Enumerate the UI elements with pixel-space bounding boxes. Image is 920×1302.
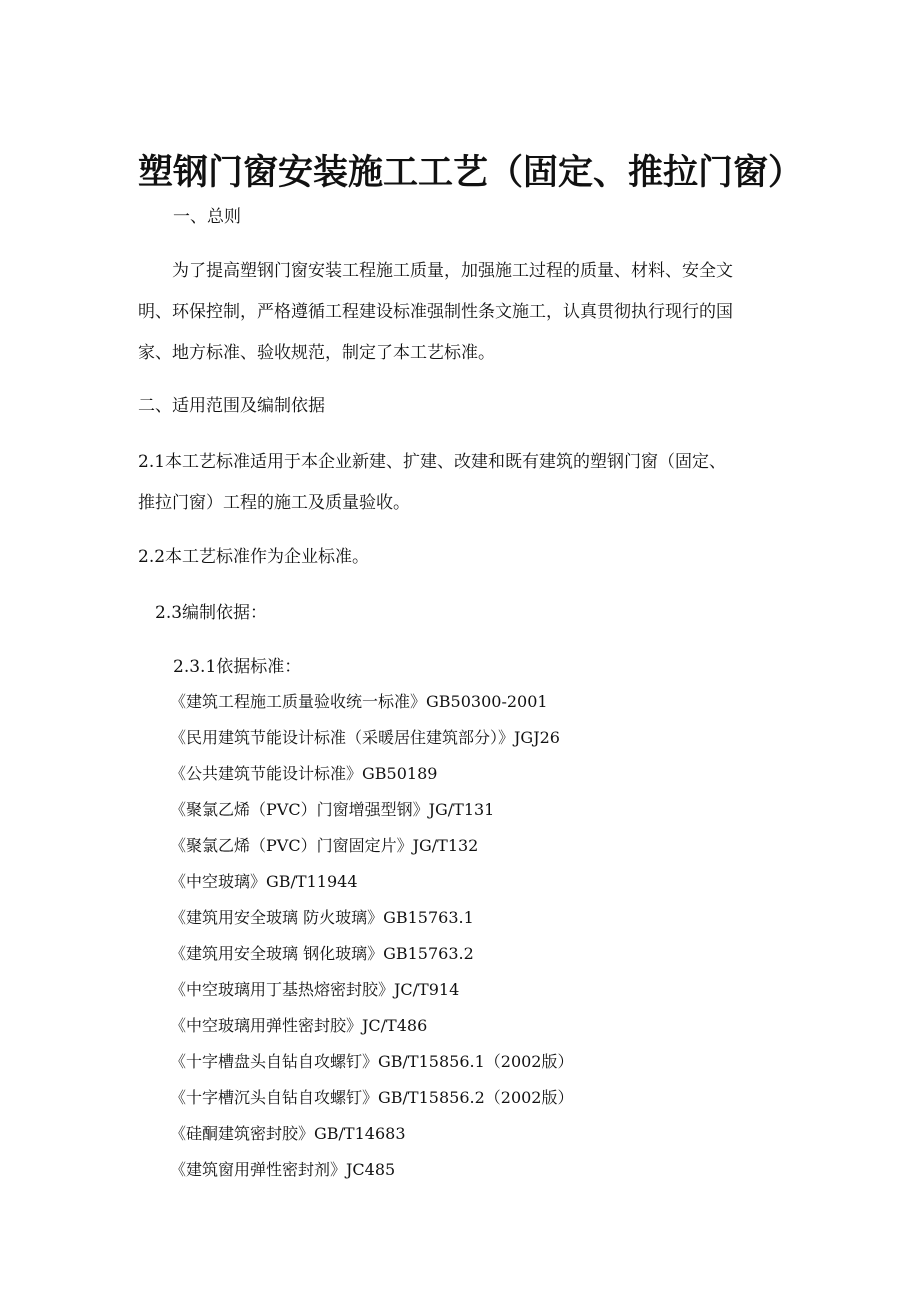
clause-2-1 [138,442,784,524]
paragraph-line: 家、地方标准、验收规范，制定了本工艺标准。 [138,343,495,363]
clause-2-3-1: 2.3.1依据标准： [173,657,302,677]
intro-paragraph [138,251,784,374]
paragraph-line: 2.1本工艺标准适用于本企业新建、扩建、改建和既有建筑的塑钢门窗（固定、 [138,452,727,472]
reference-item: 《中空玻璃用弹性密封胶》JC/T486 [170,1016,428,1035]
reference-item: 《建筑工程施工质量验收统一标准》GB50300-2001 [170,692,548,711]
reference-item: 《建筑用安全玻璃 钢化玻璃》GB15763.2 [170,944,474,963]
reference-item: 《公共建筑节能设计标准》GB50189 [170,764,438,783]
reference-item: 《十字槽盘头自钻自攻螺钉》GB/T15856.1（2002版） [170,1052,574,1071]
reference-item: 《聚氯乙烯（PVC）门窗固定片》JG/T132 [170,836,479,855]
paragraph-line: 为了提高塑钢门窗安装工程施工质量，加强施工过程的质量、材料、安全文 [172,261,733,281]
paragraph-line: 明、环保控制，严格遵循工程建设标准强制性条文施工，认真贯彻执行现行的国 [138,302,733,322]
paragraph-line: 推拉门窗）工程的施工及质量验收。 [138,493,410,513]
reference-item: 《民用建筑节能设计标准（采暖居住建筑部分）》JGJ26 [170,728,560,747]
reference-item: 《硅酮建筑密封胶》GB/T14683 [170,1124,406,1143]
reference-item: 《建筑用安全玻璃 防火玻璃》GB15763.1 [170,908,474,927]
reference-item: 《聚氯乙烯（PVC）门窗增强型钢》JG/T131 [170,800,495,819]
clause-2-3: 2.3编制依据： [155,603,268,623]
reference-item: 《中空玻璃》GB/T11944 [170,872,358,891]
reference-list [170,684,574,1188]
document-title: 塑钢门窗安装施工工艺（固定、推拉门窗） [138,152,804,193]
reference-item: 《十字槽沉头自钻自攻螺钉》GB/T15856.2（2002版） [170,1088,574,1107]
clause-2-2: 2.2本工艺标准作为企业标准。 [138,547,370,567]
section-heading-general: 一、总则 [173,207,241,227]
section-heading-scope: 二、适用范围及编制依据 [138,396,325,416]
reference-item: 《建筑窗用弹性密封剂》JC485 [170,1160,396,1179]
reference-item: 《中空玻璃用丁基热熔密封胶》JC/T914 [170,980,460,999]
